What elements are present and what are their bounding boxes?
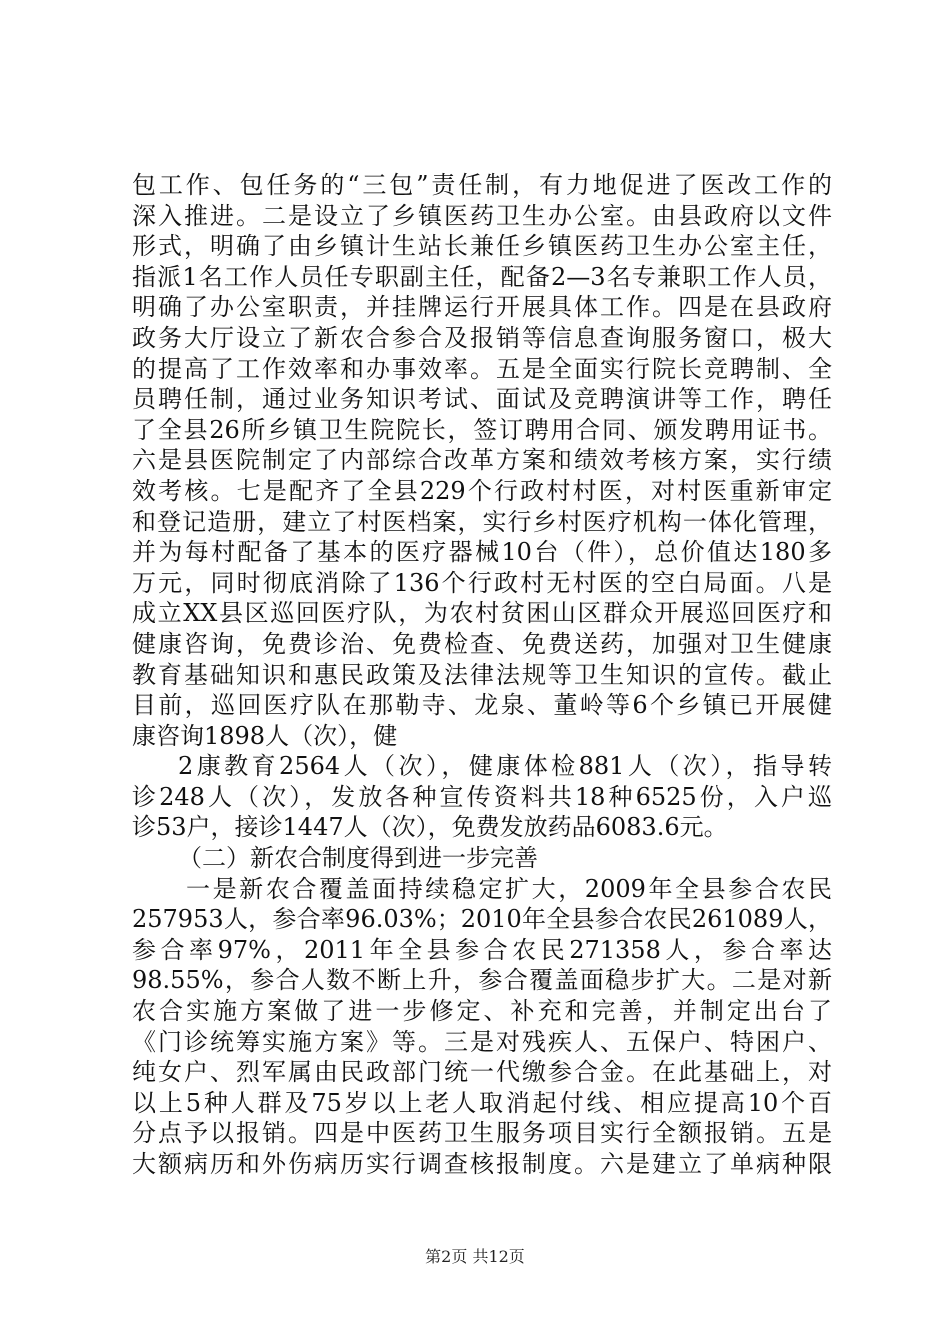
text-line: 了全县26所乡镇卫生院院长，签订聘用合同、颁发聘用证书。 xyxy=(132,415,832,444)
document-body xyxy=(132,170,832,1180)
text-line: 目前，巡回医疗队在那勒寺、龙泉、董岭等6个乡镇已开展健 xyxy=(132,691,832,720)
page-number-footer: 第2页 共12页 xyxy=(425,1247,525,1266)
text-line: 257953人，参合率96.03%；2010年全县参合农民261089人， xyxy=(132,905,832,934)
text-line: 成立XX县区巡回医疗队，为农村贫困山区群众开展巡回医疗和 xyxy=(132,599,832,628)
text-line: 明确了办公室职责，并挂牌运行开展具体工作。四是在县政府 xyxy=(132,293,832,322)
text-line: 和登记造册，建立了村医档案，实行乡村医疗机构一体化管理， xyxy=(132,507,832,536)
text-line: 纯女户、烈军属由民政部门统一代缴参合金。在此基础上，对 xyxy=(132,1058,832,1087)
paragraph-1 xyxy=(132,170,832,751)
text-line: 包工作、包任务的“三包”责任制，有力地促进了医改工作的 xyxy=(132,171,832,199)
text-line: 的提高了工作效率和办事效率。五是全面实行院长竞聘制、全 xyxy=(132,354,832,383)
text-line: 分点予以报销。四是中医药卫生服务项目实行全额报销。五是 xyxy=(132,1119,832,1148)
text-line: 并为每村配备了基本的医疗器械10台（件），总价值达180多 xyxy=(132,538,832,567)
text-line: 一是新农合覆盖面持续稳定扩大，2009年全县参合农民 xyxy=(186,874,832,903)
text-line: 指派1名工作人员任专职副主任，配备2—3名专兼职工作人员， xyxy=(132,262,832,291)
text-line: 诊53户，接诊1447人（次），免费发放药品6083.6元。 xyxy=(132,813,728,842)
text-line: 深入推进。二是设立了乡镇医药卫生办公室。由县政府以文件 xyxy=(132,201,832,230)
section-heading: （二）新农合制度得到进一步完善 xyxy=(178,844,538,873)
text-line: 诊248人（次），发放各种宣传资料共18种6525份，入户巡 xyxy=(132,782,832,811)
text-line: 效考核。七是配齐了全县229个行政村村医，对村医重新审定 xyxy=(132,476,832,505)
text-line: 农合实施方案做了进一步修定、补充和完善，并制定出台了 xyxy=(132,997,832,1026)
text-line: 健康咨询，免费诊治、免费检查、免费送药，加强对卫生健康 xyxy=(132,629,832,658)
text-line: 2康教育2564人（次），健康体检881人（次），指导转 xyxy=(178,752,832,781)
text-line: 以上5种人群及75岁以上老人取消起付线、相应提高10个百 xyxy=(132,1088,832,1117)
text-line: 康咨询1898人（次），健 xyxy=(132,721,398,750)
paragraph-3 xyxy=(132,874,832,1180)
text-line: 教育基础知识和惠民政策及法律法规等卫生知识的宣传。截止 xyxy=(132,660,832,689)
text-line: 万元，同时彻底消除了136个行政村无村医的空白局面。八是 xyxy=(132,568,832,597)
text-line: 员聘任制，通过业务知识考试、面试及竞聘演讲等工作，聘任 xyxy=(132,385,832,414)
text-line: 98.55%，参合人数不断上升，参合覆盖面稳步扩大。二是对新 xyxy=(132,966,832,995)
paragraph-2 xyxy=(132,751,832,843)
text-line: 大额病历和外伤病历实行调查核报制度。六是建立了单病种限 xyxy=(132,1150,832,1178)
text-line: 参合率97%，2011年全县参合农民271358人，参合率达 xyxy=(132,935,832,964)
text-line: 六是县医院制定了内部综合改革方案和绩效考核方案，实行绩 xyxy=(132,446,832,475)
text-line: 形式，明确了由乡镇计生站长兼任乡镇医药卫生办公室主任， xyxy=(132,232,832,261)
text-line: 政务大厅设立了新农合参合及报销等信息查询服务窗口，极大 xyxy=(132,323,832,352)
text-line: 《门诊统筹实施方案》等。三是对残疾人、五保户、特困户、 xyxy=(132,1027,832,1056)
